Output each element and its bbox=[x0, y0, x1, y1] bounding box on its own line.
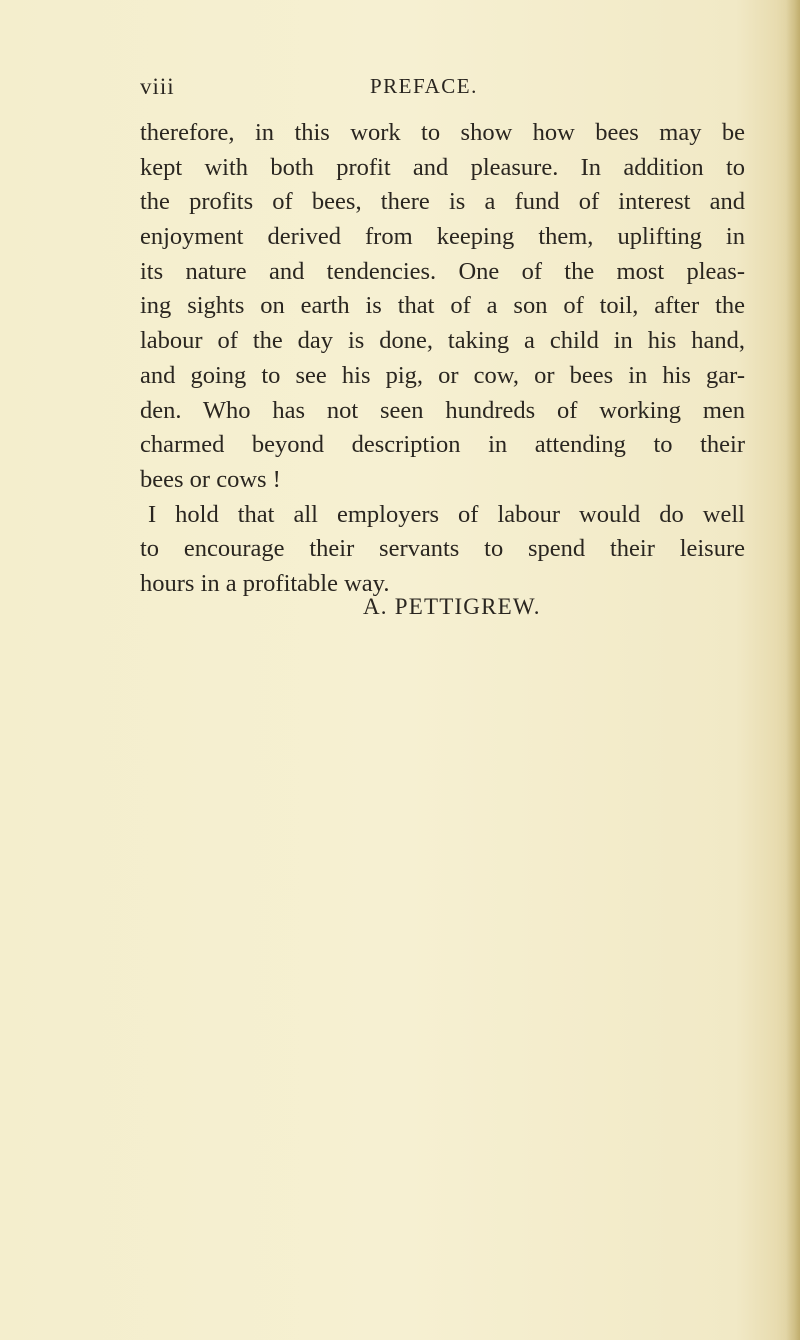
text-line: kept with both profit and pleasure. In addition to bbox=[140, 153, 745, 181]
text-line: its nature and tendencies. One of the most pleas- bbox=[140, 257, 745, 285]
page-header bbox=[140, 74, 740, 104]
text-line: den. Who has not seen hundreds of working men bbox=[140, 396, 745, 424]
page-edge-shading bbox=[786, 0, 800, 1340]
text-line: bees or cows ! bbox=[140, 465, 281, 493]
text-line: enjoyment derived from keeping them, uplifting in bbox=[140, 223, 745, 251]
text-line: charmed beyond description in attending to their bbox=[140, 431, 745, 459]
running-head: PREFACE. bbox=[370, 74, 478, 98]
text-line: and going to see his pig, or cow, or bees in his gar- bbox=[140, 361, 745, 389]
text-line: to encourage their servants to spend their leisure bbox=[140, 535, 745, 563]
author-signature: A. PETTIGREW. bbox=[363, 594, 541, 619]
text-line: I hold that all employers of labour would do well bbox=[148, 500, 745, 528]
text-line: ing sights on earth is that of a son of toil, after the bbox=[140, 292, 745, 320]
preface-text bbox=[140, 116, 745, 602]
text-line: therefore, in this work to show how bees may be bbox=[140, 119, 745, 146]
page-number: viii bbox=[140, 74, 175, 99]
text-line: the profits of bees, there is a fund of interest and bbox=[140, 188, 745, 216]
text-line: hours in a profitable way. bbox=[140, 569, 390, 597]
text-line: labour of the day is done, taking a child in his hand, bbox=[140, 327, 745, 355]
